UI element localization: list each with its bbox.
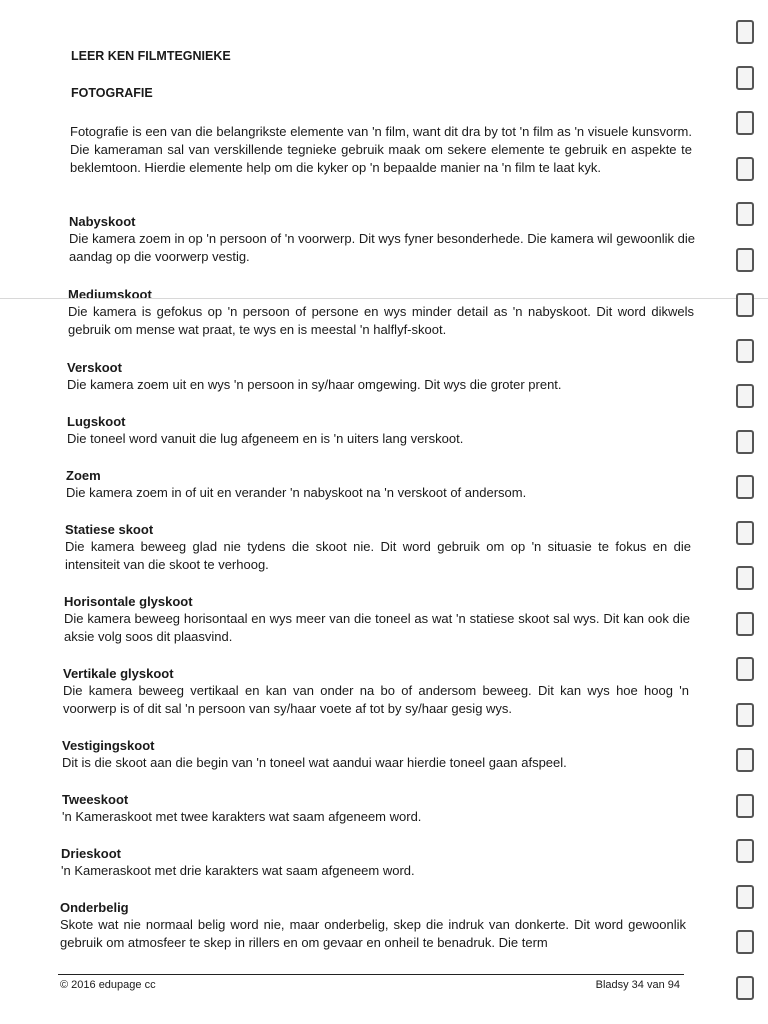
term-heading: Mediumskoot	[68, 287, 152, 302]
term-description: Die toneel word vanuit die lug afgeneem en is 'n uiters lang verskoot.	[67, 431, 464, 446]
scan-artifact-line	[0, 298, 768, 299]
binder-hole	[736, 976, 754, 1000]
term-entry	[62, 791, 688, 826]
term-description: 'n Kameraskoot met drie karakters wat saam afgeneem word.	[61, 863, 415, 878]
intro-paragraph: Fotografie is een van die belangrikste elemente van 'n film, want dit dra by tot 'n film as 'n visuele kunsvorm. Die kameraman sal van verskillende tegnieke gebruik maak om sekere elemente te gebruik en aspekte te beklemtoon. Hierdie elemente help om die kyker op 'n bepaalde manier na 'n film te laat kyk.	[70, 124, 692, 175]
document-title: LEER KEN FILMTEGNIEKE	[71, 49, 231, 63]
binder-hole	[736, 839, 754, 863]
footer-divider	[58, 974, 684, 975]
binder-hole	[736, 430, 754, 454]
term-description: Die kamera beweeg horisontaal en wys meer van die toneel as wat 'n statiese skoot sal wys. Dit kan ook die aksie volg soos dit plaasvind.	[64, 611, 690, 644]
term-description: Die kamera zoem uit en wys 'n persoon in sy/haar omgewing. Dit wys die groter prent.	[67, 377, 562, 392]
term-heading: Onderbelig	[60, 900, 129, 915]
term-description: Die kamera beweeg vertikaal en kan van onder na bo of andersom beweeg. Dit kan wys hoe hoog 'n voorwerp is of dit sal 'n persoon van sy/haar voete af tot by sy/haar gesig wys.	[63, 683, 689, 716]
footer-page-number: Bladsy 34 van 94	[595, 979, 680, 991]
binder-hole	[736, 293, 754, 317]
binder-hole	[736, 248, 754, 272]
term-heading: Horisontale glyskoot	[64, 594, 193, 609]
term-heading: Vertikale glyskoot	[63, 666, 174, 681]
binder-hole	[736, 521, 754, 545]
binder-hole	[736, 930, 754, 954]
term-entry	[68, 286, 694, 339]
term-heading: Nabyskoot	[69, 214, 136, 229]
term-entry	[60, 899, 686, 952]
term-entry	[67, 359, 693, 394]
term-entry	[61, 845, 687, 880]
binder-hole	[736, 111, 754, 135]
binder-hole	[736, 384, 754, 408]
term-heading: Drieskoot	[61, 846, 121, 861]
term-entry	[64, 593, 690, 646]
term-description: Die kamera is gefokus op 'n persoon of persone en wys minder detail as 'n nabyskoot. Dit word dikwels gebruik om mense wat praat, te wys en is meestal 'n halflyf-skoot.	[68, 304, 694, 337]
binder-hole	[736, 66, 754, 90]
binder-hole	[736, 566, 754, 590]
term-heading: Tweeskoot	[62, 792, 129, 807]
binder-hole	[736, 657, 754, 681]
term-entry	[69, 213, 695, 266]
binder-hole	[736, 20, 754, 44]
binder-hole	[736, 339, 754, 363]
term-description: Die kamera zoem in op 'n persoon of 'n voorwerp. Dit wys fyner besonderhede. Die kamera wil gewoonlik die aandag op die voorwerp vestig.	[69, 231, 695, 264]
term-entry	[63, 665, 689, 718]
term-entry	[62, 737, 688, 772]
binder-hole	[736, 475, 754, 499]
section-title: FOTOGRAFIE	[71, 86, 153, 100]
binder-hole	[736, 794, 754, 818]
binder-hole	[736, 202, 754, 226]
term-description: 'n Kameraskoot met twee karakters wat saam afgeneem word.	[62, 809, 422, 824]
binder-hole	[736, 885, 754, 909]
term-entry	[65, 521, 691, 574]
term-heading: Statiese skoot	[65, 522, 154, 537]
binder-holes-strip	[728, 0, 768, 1024]
footer-copyright: © 2016 edupage cc	[60, 979, 156, 991]
binder-hole	[736, 748, 754, 772]
term-heading: Zoem	[66, 468, 101, 483]
term-description: Die kamera beweeg glad nie tydens die skoot nie. Dit word gebruik om op 'n situasie te fokus en die intensiteit van die skoot te verhoog.	[65, 539, 691, 572]
term-description: Skote wat nie normaal belig word nie, maar onderbelig, skep die indruk van donkerte. Dit word gewoonlik gebruik om atmosfeer te skep in rillers en om gevaar en onheil te benadruk. Die term	[60, 917, 686, 950]
term-entry	[66, 467, 692, 502]
term-description: Dit is die skoot aan die begin van 'n toneel wat aandui waar hierdie toneel gaan afspeel.	[62, 755, 567, 770]
term-heading: Verskoot	[67, 360, 122, 375]
term-entry	[67, 413, 693, 448]
binder-hole	[736, 157, 754, 181]
binder-hole	[736, 612, 754, 636]
binder-hole	[736, 703, 754, 727]
term-heading: Lugskoot	[67, 414, 126, 429]
term-description: Die kamera zoem in of uit en verander 'n nabyskoot na 'n verskoot of andersom.	[66, 485, 527, 500]
term-heading: Vestigingskoot	[62, 738, 155, 753]
